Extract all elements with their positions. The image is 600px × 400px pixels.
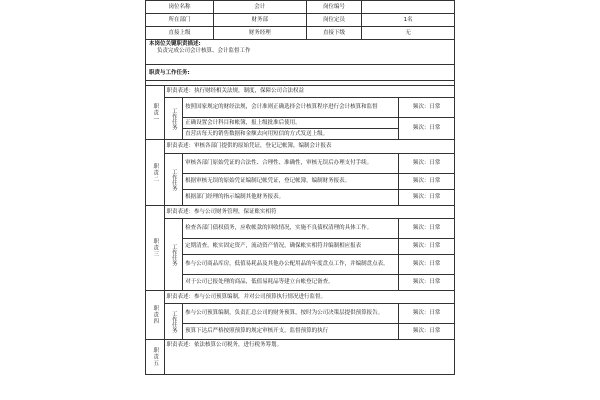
summary-title: 本岗位关键职责描述: xyxy=(149,41,201,47)
task-frequency: 频次：日常 xyxy=(399,98,455,118)
duty-statement: 职责表述：参与公司财务管理，保证账实相符 xyxy=(164,206,454,219)
task-text: 按照国家规定的财经法规，会计准则正确选择会计核算程序进行会计核算和监督 xyxy=(183,98,399,118)
task-frequency: 频次：日常 xyxy=(399,219,455,239)
section-title: 职责与工作任务: xyxy=(145,69,455,81)
dept-label: 所在部门 xyxy=(146,14,214,27)
duty-statement: 职责表述：参与公司预算编制，并对公司预算执行情况进行监督。 xyxy=(164,291,454,304)
task-text: 预算下达后严格按照预算的规定审核开支，监督预算的执行 xyxy=(183,324,399,340)
task-text: 对于公司已报处理的商品，低值易耗品等建立台帐登记备查。 xyxy=(183,275,399,291)
task-frequency: 频次：日常 xyxy=(399,154,455,174)
dept-value: 财务部 xyxy=(213,14,306,27)
task-frequency: 频次：日常 xyxy=(399,174,455,190)
task-frequency: 频次：日常 xyxy=(399,255,455,275)
task-frequency: 频次：日常 xyxy=(399,324,455,340)
duty-statement: 职责表述：依法核算公司税务，进行税务筹划。 xyxy=(164,340,454,375)
post-name-value: 会计 xyxy=(213,1,306,14)
task-text: 检查各部门债权债务，应收帐款的回收情况，实施不良债权清理的具体工作。 xyxy=(183,219,399,239)
task-text: 根据部门经理的指示编制其他财务报表。 xyxy=(183,190,399,206)
task-frequency: 频次：日常 xyxy=(399,239,455,255)
task-label: 工作任务 xyxy=(164,219,183,291)
duty-statement: 职责表述：执行财经相关法规，制度，保障公司合法权益 xyxy=(164,86,454,98)
task-label: 工作任务 xyxy=(164,154,183,206)
duty-side-label: 职责一 xyxy=(146,86,165,140)
summary-text: 负责完成公司会计核算、会计监督工作 xyxy=(157,47,251,54)
task-frequency: 频次：日常 xyxy=(399,304,455,324)
subordinate-label: 直接下级 xyxy=(306,27,362,40)
quota-value: 1名 xyxy=(362,14,455,27)
duty-side-label: 职责五 xyxy=(146,340,165,375)
superior-label: 直接上级 xyxy=(146,27,214,40)
task-text: 参与公司预算编制，负责汇总公司的财务预算，按时为公司决策层提供预算报告。 xyxy=(183,304,399,324)
task-text: 定期清查，帐实固定资产，流动资产情况，确保帐实相符并编制相应报表 xyxy=(183,239,399,255)
duty-side-label: 职责三 xyxy=(146,206,165,291)
duty-side-label: 职责四 xyxy=(146,291,165,340)
superior-value: 财务经理 xyxy=(213,27,306,40)
duty-statement: 职责表述：审核各部门提供的原始凭证，登记记帐簿，编制会计报表 xyxy=(164,140,454,154)
task-frequency: 频次：日常 xyxy=(399,118,455,140)
post-no-value xyxy=(362,1,455,14)
task-frequency: 频次：日常 xyxy=(399,275,455,291)
task-text: 直营店每天的销售数据和金额去向用短信的方式发送上级。 xyxy=(183,129,399,140)
task-text: 参与公司商品库房，低值易耗品及其他办公配用品的年度盘点工作，并编制盘点表。 xyxy=(183,255,399,275)
subordinate-value: 无 xyxy=(362,27,455,40)
task-frequency: 频次：日常 xyxy=(399,190,455,206)
duty-side-label: 职责二 xyxy=(146,140,165,206)
task-text: 审核各部门原始凭证的合法性、合理性、准确性，审核无误后办理支付手续。 xyxy=(183,154,399,174)
task-text: 正确设置会计科目和帐簿，报上级批准后使用。 xyxy=(183,118,399,129)
summary-block xyxy=(145,40,455,65)
task-label: 工作任务 xyxy=(164,304,183,340)
task-label: 工作任务 xyxy=(164,98,183,140)
duties-table xyxy=(145,85,455,375)
header-table xyxy=(145,0,455,40)
post-no-label: 岗位编号 xyxy=(306,1,362,14)
quota-label: 岗位定员 xyxy=(306,14,362,27)
task-text: 根据审核无误的原始凭证编制记帐凭证，登记帐簿，编制财务报表。 xyxy=(183,174,399,190)
job-description-document xyxy=(145,0,455,375)
post-name-label: 岗位名称 xyxy=(146,1,214,14)
